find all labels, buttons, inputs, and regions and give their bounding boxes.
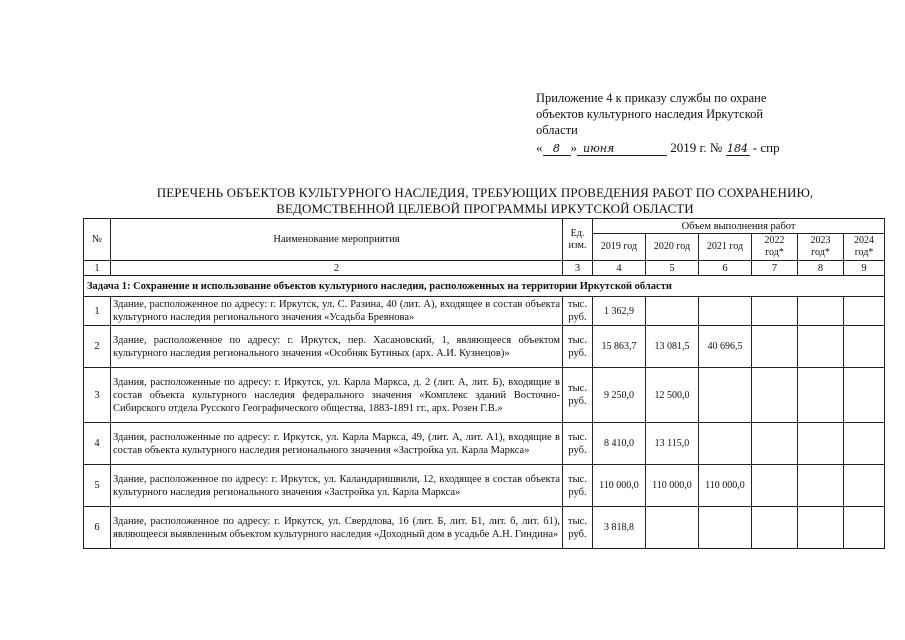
- column-number: 3: [563, 261, 593, 276]
- order-close-quote: »: [570, 140, 577, 155]
- order-open-quote: «: [536, 140, 543, 155]
- header-name: Наименование мероприятия: [111, 219, 563, 261]
- document-title-line-1: ПЕРЕЧЕНЬ ОБЪЕКТОВ КУЛЬТУРНОГО НАСЛЕДИЯ, ТРЕБУЮЩИХ ПРОВЕДЕНИЯ РАБОТ ПО СОХРАНЕНИЮ,: [156, 185, 814, 200]
- column-number: 4: [593, 261, 646, 276]
- header-unit: Ед. изм.: [563, 219, 593, 261]
- appendix-header: [536, 90, 836, 156]
- column-number: 7: [752, 261, 798, 276]
- row-unit: тыс. руб.: [563, 507, 593, 549]
- document-title-line-2: ВЕДОМСТВЕННОЙ ЦЕЛЕВОЙ ПРОГРАММЫ ИРКУТСКОЙ ОБЛАСТИ: [276, 201, 694, 216]
- row-value-2021: [699, 423, 752, 465]
- row-value-2023: [798, 507, 844, 549]
- row-value-2021: [699, 368, 752, 423]
- row-value-2023: [798, 368, 844, 423]
- row-value-2023: [798, 465, 844, 507]
- row-value-2019: 9 250,0: [593, 368, 646, 423]
- column-number: 9: [844, 261, 885, 276]
- row-value-2021: 110 000,0: [699, 465, 752, 507]
- row-value-2023: [798, 326, 844, 368]
- row-unit: тыс. руб.: [563, 465, 593, 507]
- row-value-2024: [844, 465, 885, 507]
- task-title: Задача 1: Сохранение и использование объектов культурного наследия, расположенных на территории Иркутской области: [84, 276, 885, 297]
- row-value-2022: [752, 507, 798, 549]
- row-value-2019: 1 362,9: [593, 297, 646, 326]
- order-day-handwritten: 8: [543, 142, 571, 156]
- column-number: 1: [84, 261, 111, 276]
- task-row: [84, 276, 885, 297]
- row-unit: тыс. руб.: [563, 326, 593, 368]
- order-year-text: 2019 г. №: [670, 140, 723, 155]
- order-number-handwritten: 184: [727, 142, 749, 155]
- row-name: Здание, расположенное по адресу: г. Иркутск, ул. Свердлова, 16 (лит. Б, лит. Б1, лит. б, лит. б1), являющееся выявленным объектом культурного наследия «Доходный дом в усадьбе А.Н. Гиндина»: [111, 507, 563, 549]
- row-value-2022: [752, 465, 798, 507]
- order-month-handwritten: июня: [577, 142, 667, 156]
- row-number: 5: [84, 465, 111, 507]
- column-number: 2: [111, 261, 563, 276]
- column-numbers-row: [84, 261, 885, 276]
- row-value-2024: [844, 423, 885, 465]
- row-value-2020: [646, 297, 699, 326]
- column-number: 8: [798, 261, 844, 276]
- row-value-2022: [752, 368, 798, 423]
- row-number: 1: [84, 297, 111, 326]
- row-value-2019: 8 410,0: [593, 423, 646, 465]
- row-unit: тыс. руб.: [563, 297, 593, 326]
- row-value-2022: [752, 326, 798, 368]
- header-row-top: [84, 219, 885, 234]
- order-suffix: - спр: [752, 140, 780, 155]
- row-value-2020: 110 000,0: [646, 465, 699, 507]
- header-year-2022: 2022 год*: [752, 234, 798, 261]
- row-name: Здание, расположенное по адресу: г. Иркутск, ул. С. Разина, 40 (лит. А), входящее в состав объекта культурного наследия регионального значения «Усадьба Бревнова»: [111, 297, 563, 326]
- row-number: 3: [84, 368, 111, 423]
- row-value-2019: 15 863,7: [593, 326, 646, 368]
- header-year-2019: 2019 год: [593, 234, 646, 261]
- row-unit: тыс. руб.: [563, 423, 593, 465]
- appendix-line-1: Приложение 4 к приказу службы по охране: [536, 91, 767, 105]
- row-value-2020: 13 081,5: [646, 326, 699, 368]
- header-year-2020: 2020 год: [646, 234, 699, 261]
- row-number: 6: [84, 507, 111, 549]
- row-value-2024: [844, 297, 885, 326]
- row-value-2023: [798, 423, 844, 465]
- row-value-2024: [844, 368, 885, 423]
- row-value-2022: [752, 297, 798, 326]
- table-row: [84, 297, 885, 326]
- row-value-2024: [844, 326, 885, 368]
- row-value-2020: 13 115,0: [646, 423, 699, 465]
- header-year-2021: 2021 год: [699, 234, 752, 261]
- header-year-2023: 2023 год*: [798, 234, 844, 261]
- table-row: [84, 368, 885, 423]
- table-row: [84, 465, 885, 507]
- row-value-2021: 40 696,5: [699, 326, 752, 368]
- header-year-2024: 2024 год*: [844, 234, 885, 261]
- row-value-2022: [752, 423, 798, 465]
- works-plan-table: [83, 218, 885, 549]
- row-value-2019: 110 000,0: [593, 465, 646, 507]
- row-name: Здание, расположенное по адресу: г. Иркутск, пер. Хасановский, 1, являющееся объектом культурного наследия регионального значения «Особняк Бутиных (арх. А.И. Кузнецов)»: [111, 326, 563, 368]
- row-value-2024: [844, 507, 885, 549]
- table-row: [84, 423, 885, 465]
- row-value-2019: 3 818,8: [593, 507, 646, 549]
- document-title: [80, 185, 890, 217]
- header-volume: Объем выполнения работ: [593, 219, 885, 234]
- row-value-2023: [798, 297, 844, 326]
- table-row: [84, 507, 885, 549]
- row-name: Здания, расположенные по адресу: г. Иркутск, ул. Карла Маркса, д. 2 (лит. А, лит. Б), входящие в состав объекта культурного наследия федерального значения «Комплекс зданий Восточно-Сибирского отдела Русского Географического общества, 1883-1891 гг., арх. Розен Г.В.»: [111, 368, 563, 423]
- row-number: 2: [84, 326, 111, 368]
- row-unit: тыс. руб.: [563, 368, 593, 423]
- row-value-2021: [699, 297, 752, 326]
- column-number: 5: [646, 261, 699, 276]
- row-value-2020: [646, 507, 699, 549]
- column-number: 6: [699, 261, 752, 276]
- row-number: 4: [84, 423, 111, 465]
- row-name: Здание, расположенное по адресу: г. Иркутск, ул. Каландаришвили, 12, входящее в состав объекта культурного наследия регионального значения «Застройка ул. Карла Маркса»: [111, 465, 563, 507]
- header-num: №: [84, 219, 111, 261]
- appendix-line-3: области: [536, 123, 578, 137]
- row-value-2020: 12 500,0: [646, 368, 699, 423]
- row-value-2021: [699, 507, 752, 549]
- order-date-line: [536, 140, 836, 156]
- table-row: [84, 326, 885, 368]
- row-name: Здания, расположенные по адресу: г. Иркутск, ул. Карла Маркса, 49, (лит. А, лит. А1), входящие в состав объекта культурного наследия регионального значения «Застройка ул. Карла Маркса»: [111, 423, 563, 465]
- appendix-line-2: объектов культурного наследия Иркутской: [536, 107, 764, 121]
